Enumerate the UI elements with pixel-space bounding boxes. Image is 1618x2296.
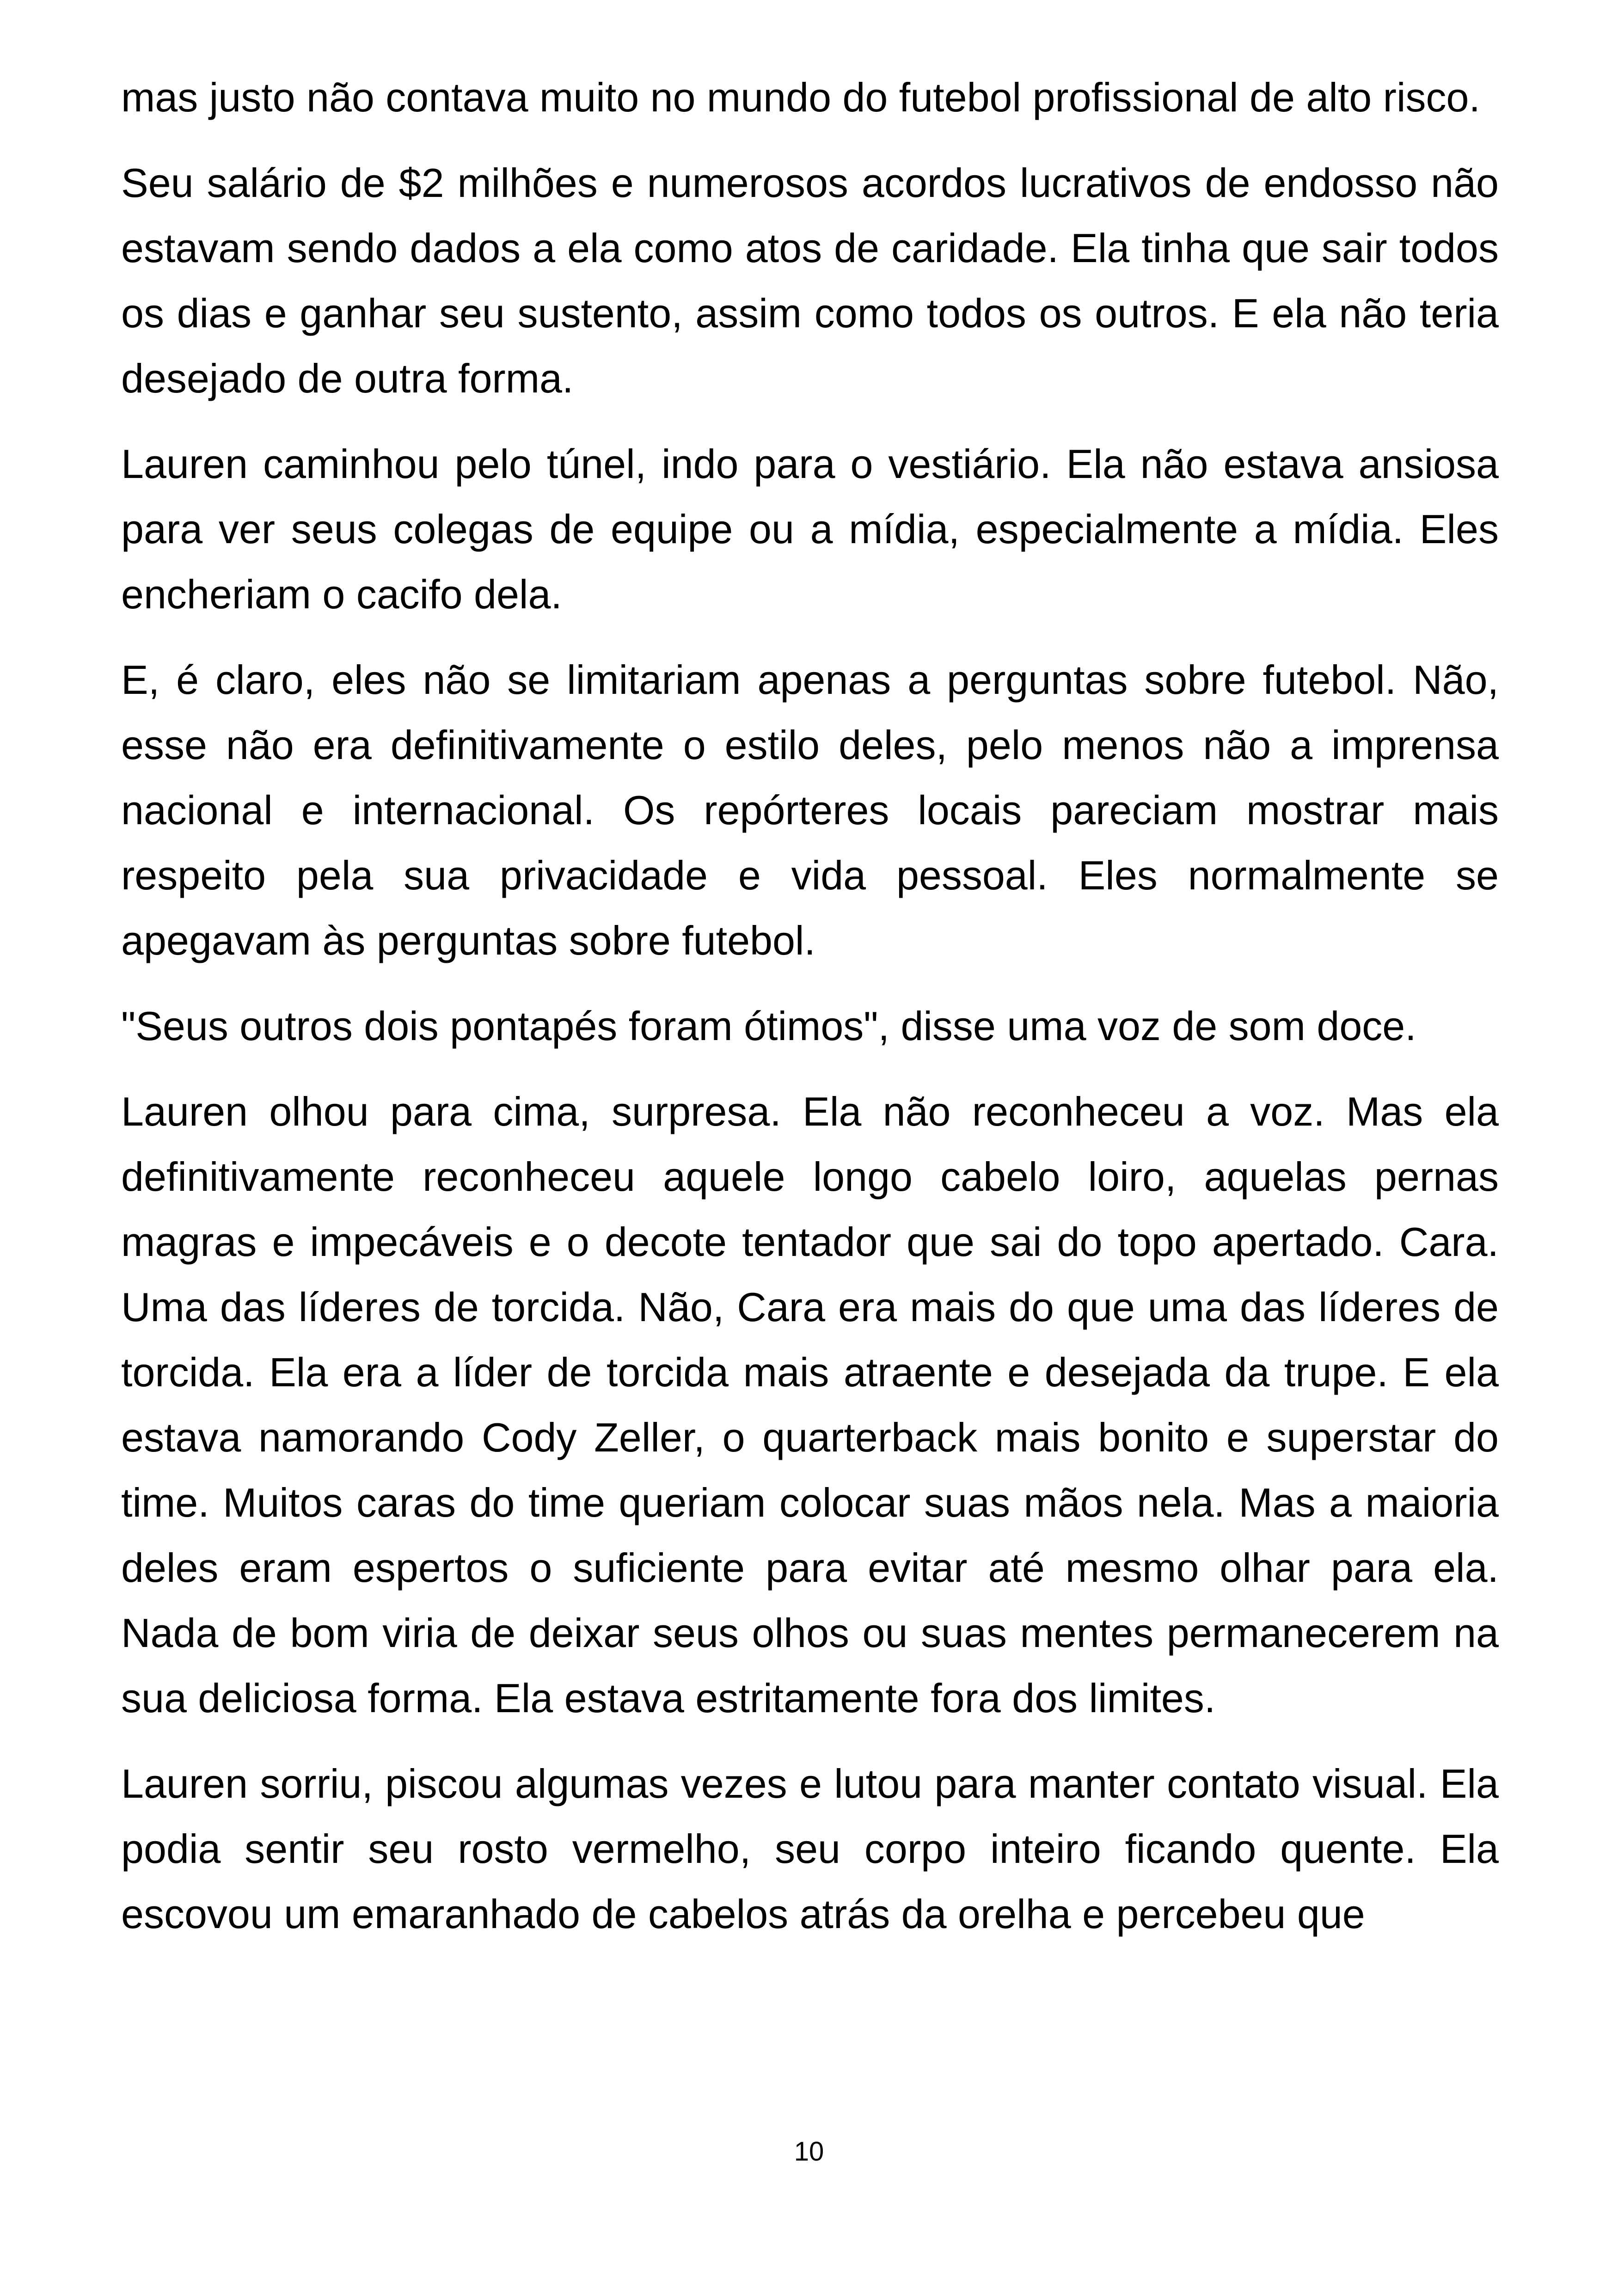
page-number: 10 [794,2137,824,2167]
paragraph-3: Lauren caminhou pelo túnel, indo para o vestiário. Ela não estava ansiosa para ver seus colegas de equipe ou a mídia, especialmente a mídia. Eles encheriam o cacifo dela. [121,441,1499,617]
body-text [121,65,1499,1967]
paragraph-6: Lauren olhou para cima, surpresa. Ela não reconheceu a voz. Mas ela definitivamente reconheceu aquele longo cabelo loiro, aquelas pernas magras e impecáveis e o decote tentador que sai do topo apertado. Cara. Uma das líderes de torcida. Não, Cara era mais do que uma das líderes de torcida. Ela era a líder de torcida mais atraente e desejada da trupe. E ela estava namorando Cody Zeller, o quarterback mais bonito e superstar do time. Muitos caras do time queriam colocar suas mãos nela. Mas a maioria deles eram espertos o suficiente para evitar até mesmo olhar para ela. Nada de bom viria de deixar seus olhos ou suas mentes permanecerem na sua deliciosa forma. Ela estava estritamente fora dos limites. [121,1089,1499,1721]
paragraph-7: Lauren sorriu, piscou algumas vezes e lutou para manter contato visual. Ela podia sentir seu rosto vermelho, seu corpo inteiro ficando quente. Ela escovou um emaranhado de cabelos atrás da orelha e percebeu que [121,1761,1499,1937]
paragraph-1: mas justo não contava muito no mundo do futebol profissional de alto risco. [121,74,1480,120]
paragraph-5: "Seus outros dois pontapés foram ótimos", disse uma voz de som doce. [121,1003,1416,1049]
paragraph-2: Seu salário de $2 milhões e numerosos acordos lucrativos de endosso não estavam sendo dados a ela como atos de caridade. Ela tinha que sair todos os dias e ganhar seu sustento, assim como todos os outros. E ela não teria desejado de outra forma. [121,160,1499,401]
paragraph-4: E, é claro, eles não se limitariam apenas a perguntas sobre futebol. Não, esse não era definitivamente o estilo deles, pelo menos não a imprensa nacional e internacional. Os repórteres locais pareciam mostrar mais respeito pela sua privacidade e vida pessoal. Eles normalmente se apegavam às perguntas sobre futebol. [121,657,1499,963]
